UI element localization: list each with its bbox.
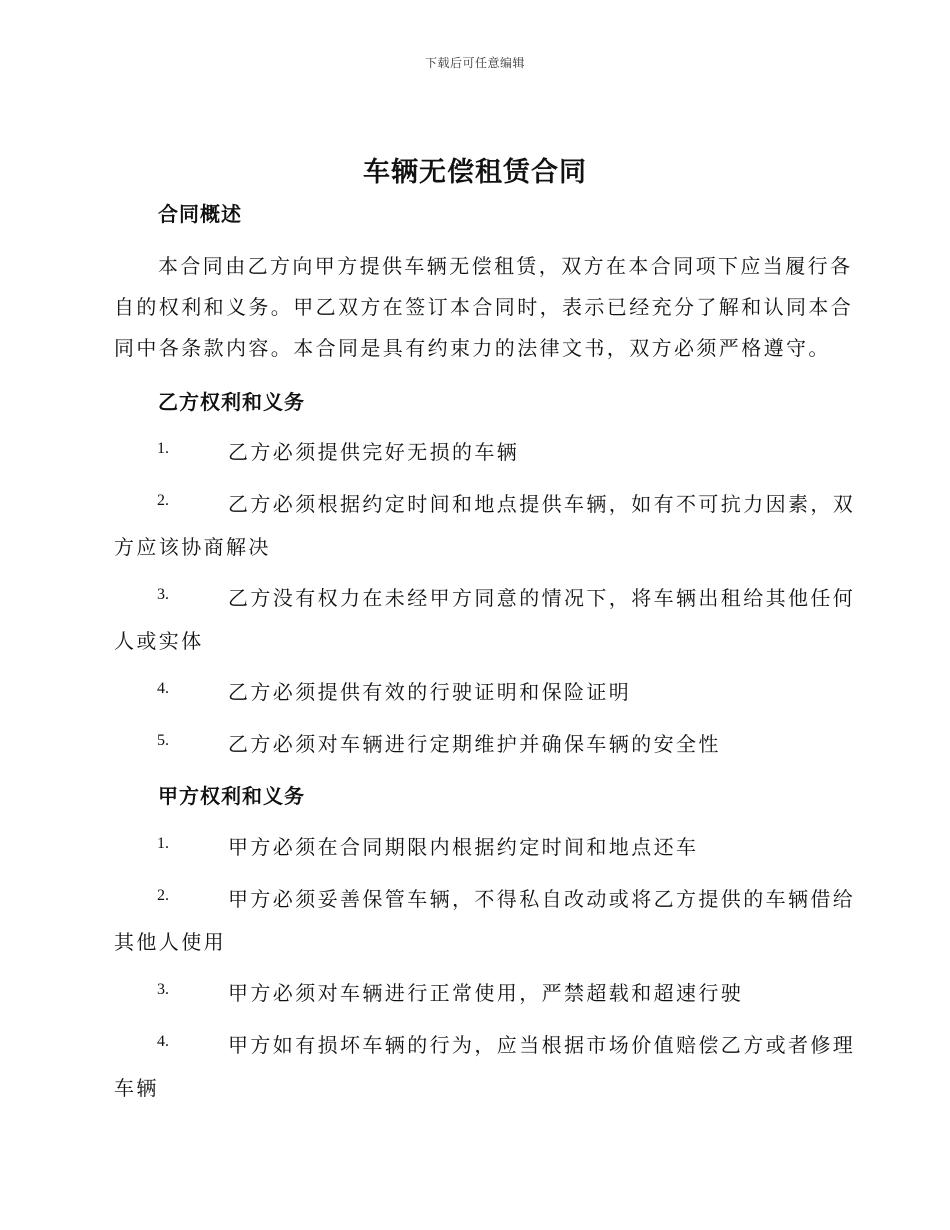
item-text: 乙方必须根据约定时间和地点提供车辆，如有不可抗力因素，双 [228, 492, 856, 516]
party-a-heading: 甲方权利和义务 [158, 784, 305, 808]
party-b-heading: 乙方权利和义务 [158, 390, 305, 414]
overview-line: 自的权利和义务。甲乙双方在签订本合同时，表示已经充分了解和认同本合 [114, 295, 854, 319]
item-number: 2. [157, 887, 169, 904]
item-text: 甲方如有损坏车辆的行为，应当根据市场价值赔偿乙方或者修理 [228, 1033, 856, 1057]
item-text: 乙方必须提供有效的行驶证明和保险证明 [228, 680, 632, 704]
item-text-continued: 其他人使用 [114, 930, 226, 954]
item-text: 乙方必须对车辆进行定期维护并确保车辆的安全性 [228, 732, 721, 756]
overview-line: 本合同由乙方向甲方提供车辆无偿租赁，双方在本合同项下应当履行各 [158, 254, 853, 278]
item-number: 3. [157, 981, 169, 998]
item-text-continued: 车辆 [114, 1076, 159, 1100]
item-number: 3. [157, 586, 169, 603]
item-number: 5. [157, 732, 169, 749]
item-number: 1. [157, 440, 169, 457]
item-text: 甲方必须妥善保管车辆，不得私自改动或将乙方提供的车辆借给 [228, 887, 856, 911]
item-text-continued: 方应该协商解决 [114, 535, 271, 559]
overview-line: 同中各条款内容。本合同是具有约束力的法律文书，双方必须严格遵守。 [114, 336, 831, 360]
item-text: 甲方必须在合同期限内根据约定时间和地点还车 [228, 835, 699, 859]
item-text-continued: 人或实体 [114, 629, 204, 653]
item-number: 1. [157, 835, 169, 852]
item-number: 4. [157, 1033, 169, 1050]
document-title: 车辆无偿租赁合同 [363, 157, 587, 188]
item-text: 乙方必须提供完好无损的车辆 [228, 440, 520, 464]
item-text: 甲方必须对车辆进行正常使用，严禁超载和超速行驶 [228, 981, 744, 1005]
header-note: 下载后可任意编辑 [424, 56, 525, 70]
item-number: 4. [157, 680, 169, 697]
item-number: 2. [157, 492, 169, 509]
item-text: 乙方没有权力在未经甲方同意的情况下，将车辆出租给其他任何 [228, 586, 856, 610]
overview-heading: 合同概述 [158, 202, 242, 226]
